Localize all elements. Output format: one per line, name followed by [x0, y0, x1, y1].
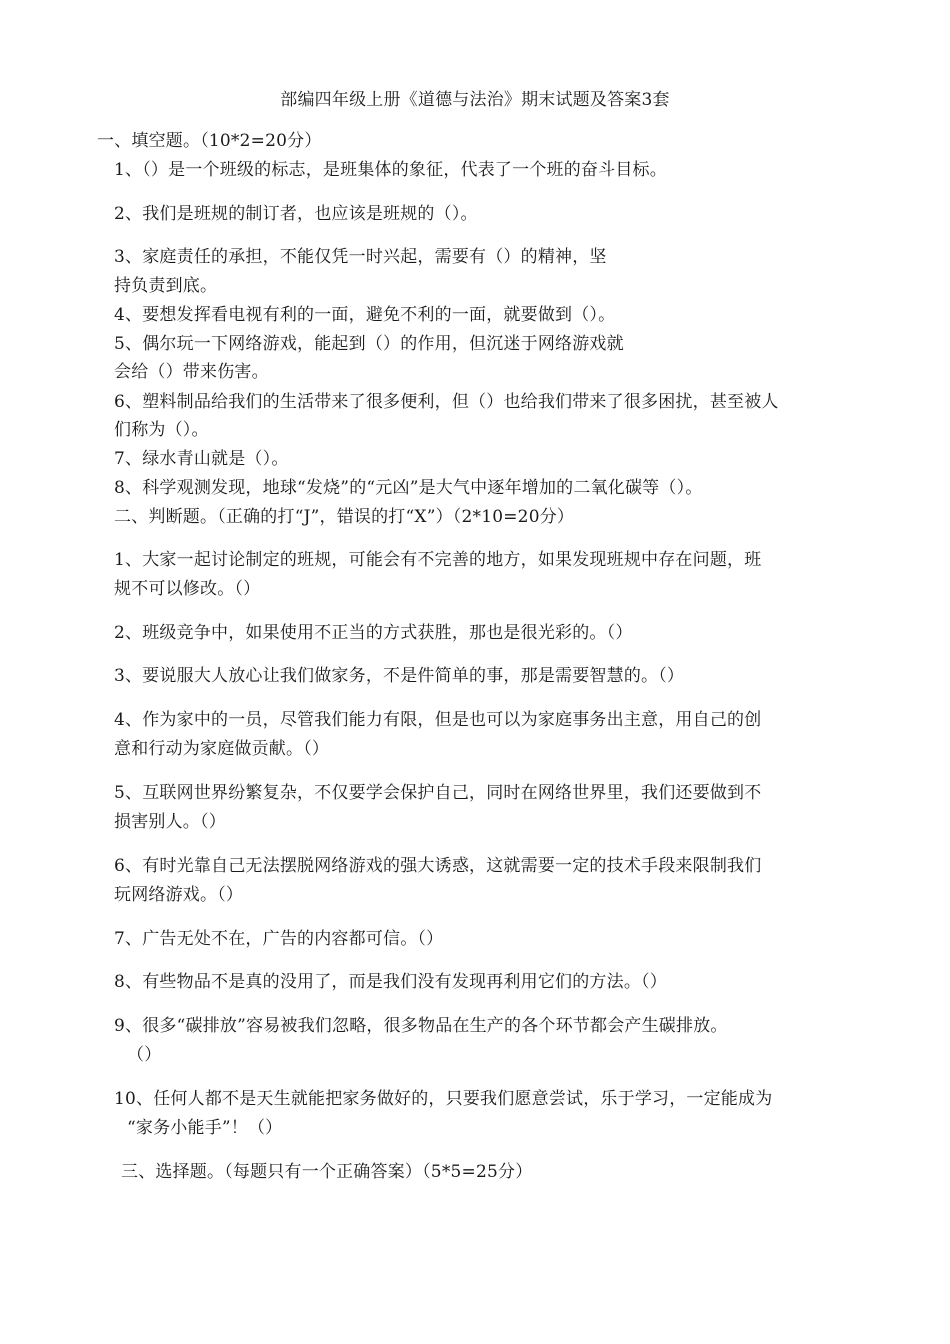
- judge-question-5-line-1: 5、互联网世界纷繁复杂，不仅要学会保护自己，同时在网络世界里，我们还要做到不: [114, 783, 762, 803]
- judge-question-4-line-2: 意和行动为家庭做贡献。（）: [114, 739, 330, 759]
- fill-question-6-line-1: 6、塑料制品给我们的生活带来了很多便利，但（）也给我们带来了很多困扰，甚至被人: [114, 392, 779, 412]
- judge-question-10-line-2: “家务小能手”！（）: [127, 1118, 283, 1138]
- fill-question-4: 4、要想发挥看电视有利的一面，避免不利的一面，就要做到（）。: [114, 305, 616, 325]
- judge-question-5-line-2: 损害别人。（）: [114, 812, 226, 832]
- judge-question-3: 3、要说服大人放心让我们做家务，不是件简单的事，那是需要智慧的。（）: [114, 666, 685, 686]
- section-2-heading: 二、判断题。（正确的打“J”，错误的打“X”）（2*10=20分）: [114, 507, 575, 527]
- judge-question-1-line-2: 规不可以修改。（）: [114, 579, 261, 599]
- judge-question-10-line-1: 10、任何人都不是天生就能把家务做好的，只要我们愿意尝试，乐于学习，一定能成为: [114, 1089, 773, 1109]
- fill-question-7: 7、绿水青山就是（）。: [114, 449, 289, 469]
- fill-question-5-line-2: 会给（）带来伤害。: [114, 362, 269, 382]
- fill-question-6-line-2: 们称为（）。: [114, 420, 209, 440]
- fill-question-3-line-1: 3、家庭责任的承担，不能仅凭一时兴起，需要有（）的精神，坚: [114, 247, 607, 267]
- judge-question-9-line-2: （）: [127, 1045, 162, 1065]
- fill-question-1: 1、（）是一个班级的标志，是班集体的象征，代表了一个班的奋斗目标。: [114, 160, 667, 180]
- fill-question-2: 2、我们是班规的制订者，也应该是班规的（）。: [114, 204, 478, 224]
- judge-question-1-line-1: 1、大家一起讨论制定的班规，可能会有不完善的地方，如果发现班规中存在问题，班: [114, 550, 762, 570]
- section-3-heading: 三、选择题。（每题只有一个正确答案）（5*5=25分）: [121, 1162, 533, 1182]
- document-title: 部编四年级上册《道德与法治》期末试题及答案3套: [280, 90, 670, 110]
- judge-question-7: 7、广告无处不在，广告的内容都可信。（）: [114, 929, 444, 949]
- fill-question-3-line-2: 持负责到底。: [114, 276, 218, 296]
- judge-question-9-line-1: 9、很多“碳排放”容易被我们忽略，很多物品在生产的各个环节都会产生碳排放。: [114, 1016, 728, 1036]
- fill-question-5-line-1: 5、偶尔玩一下网络游戏，能起到（）的作用，但沉迷于网络游戏就: [114, 334, 624, 354]
- judge-question-8: 8、有些物品不是真的没用了，而是我们没有发现再利用它们的方法。（）: [114, 972, 667, 992]
- judge-question-2: 2、班级竞争中，如果使用不正当的方式获胜，那也是很光彩的。（）: [114, 623, 633, 643]
- judge-question-4-line-1: 4、作为家中的一员，尽管我们能力有限，但是也可以为家庭事务出主意，用自己的创: [114, 710, 762, 730]
- section-1-heading: 一、填空题。（10*2=20分）: [97, 131, 322, 151]
- fill-question-8: 8、科学观测发现，地球“发烧”的“元凶”是大气中逐年增加的二氧化碳等（）。: [114, 478, 703, 498]
- judge-question-6-line-1: 6、有时光靠自己无法摆脱网络游戏的强大诱惑，这就需要一定的技术手段来限制我们: [114, 856, 762, 876]
- judge-question-6-line-2: 玩网络游戏。（）: [114, 885, 244, 905]
